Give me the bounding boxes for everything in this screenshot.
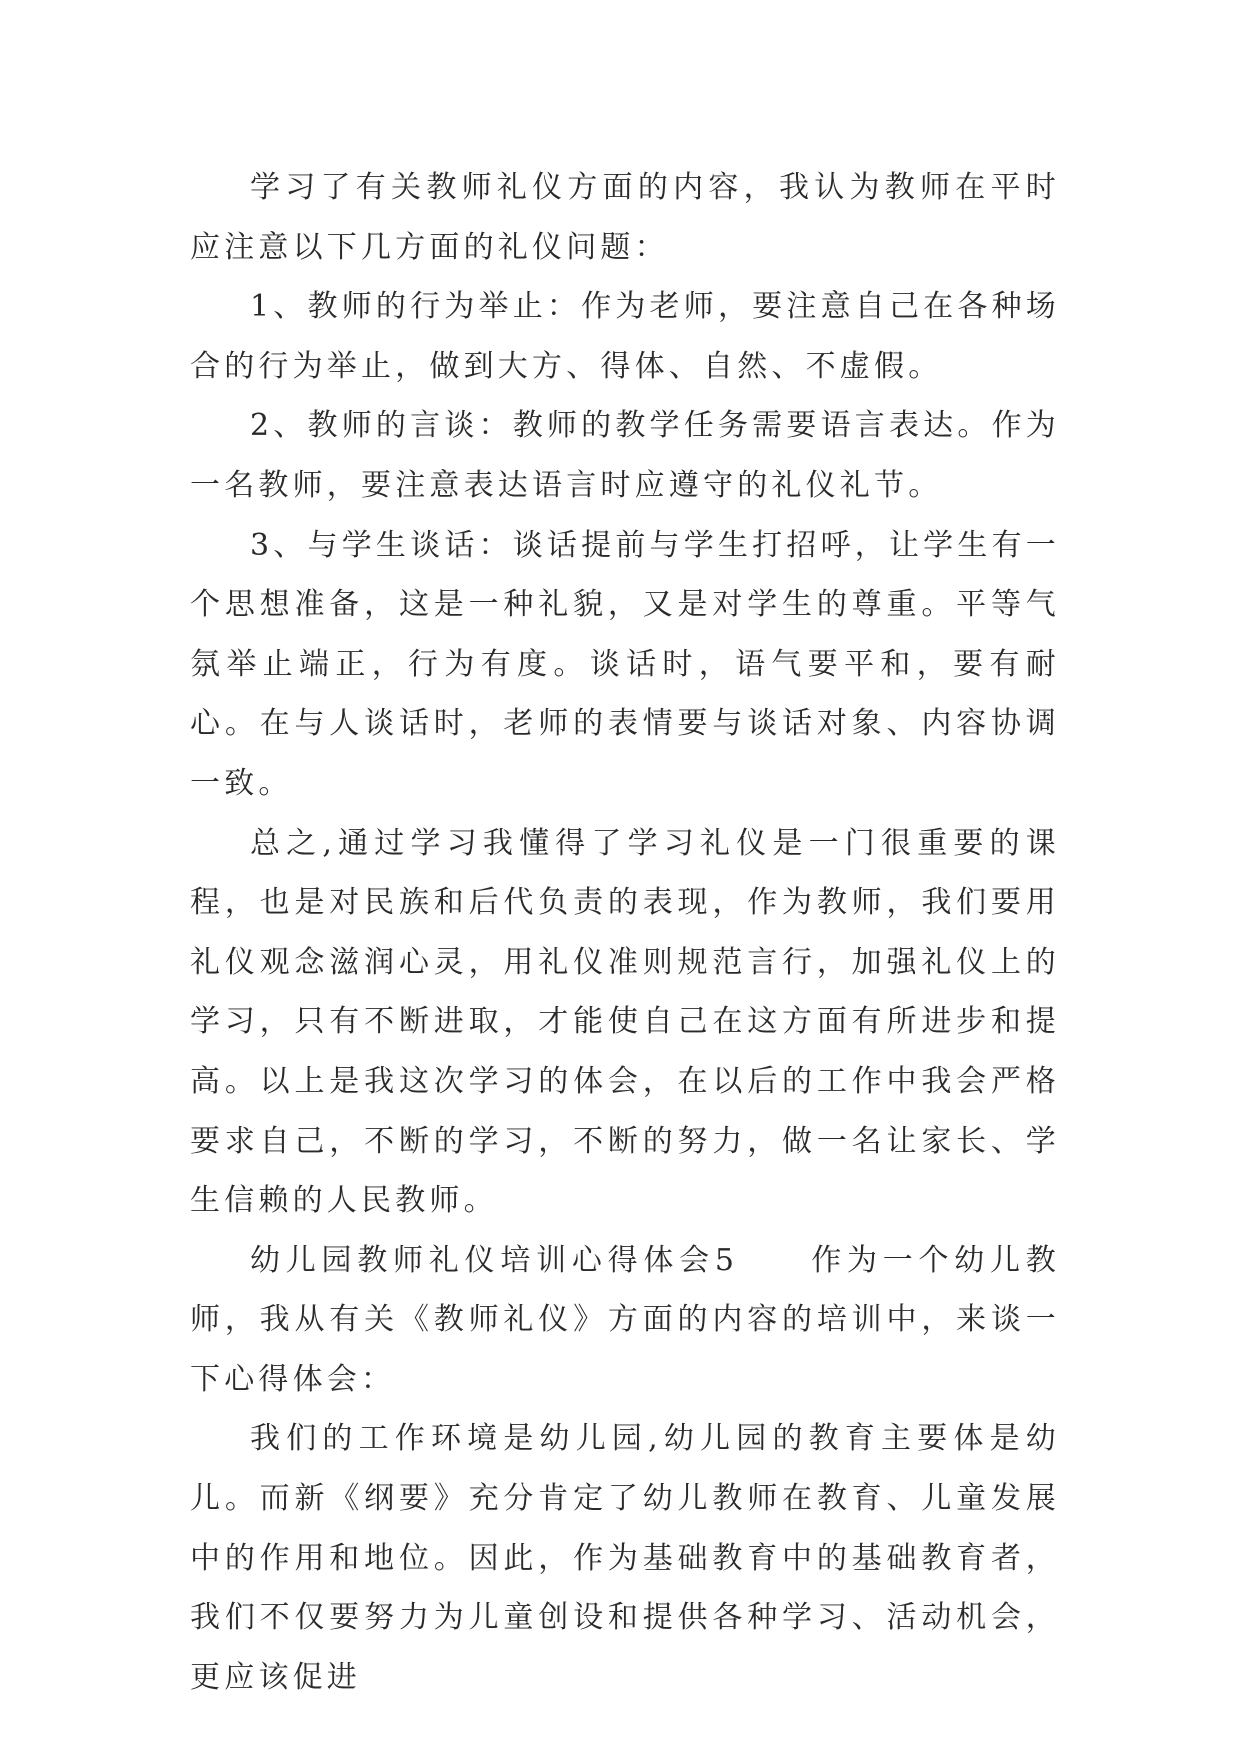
paragraph-point-3: 3、与学生谈话：谈话提前与学生打招呼，让学生有一个思想准备，这是一种礼貌，又是对学生的尊重。平等气氛举止端正，行为有度。谈话时，语气要平和，要有耐心。在与人谈话时，老师的表情要与谈话对象、内容协调一致。 bbox=[190, 527, 1060, 801]
paragraph-intro: 学习了有关教师礼仪方面的内容，我认为教师在平时应注意以下几方面的礼仪问题： bbox=[190, 170, 1060, 265]
document-body bbox=[190, 158, 1060, 1707]
paragraph-conclusion: 总之,通过学习我懂得了学习礼仪是一门很重要的课程，也是对民族和后代负责的表现，作为教师，我们要用礼仪观念滋润心灵，用礼仪准则规范言行，加强礼仪上的学习，只有不断进取，才能使自己在这方面有所进步和提高。以上是我这次学习的体会，在以后的工作中我会严格要求自己，不断的学习，不断的努力，做一名让家长、学生信赖的人民教师。 bbox=[190, 825, 1060, 1219]
paragraph-section-5-heading: 幼儿园教师礼仪培训心得体会5 作为一个幼儿教师，我从有关《教师礼仪》方面的内容的培训中，来谈一下心得体会： bbox=[190, 1242, 1060, 1397]
paragraph-point-2: 2、教师的言谈：教师的教学任务需要语言表达。作为一名教师，要注意表达语言时应遵守的礼仪礼节。 bbox=[190, 408, 1060, 503]
paragraph-work-environment: 我们的工作环境是幼儿园,幼儿园的教育主要体是幼儿。而新《纲要》充分肯定了幼儿教师在教育、儿童发展中的作用和地位。因此，作为基础教育中的基础教育者，我们不仅要努力为儿童创设和提供各种学习、活动机会，更应该促进 bbox=[190, 1421, 1060, 1695]
paragraph-point-1: 1、教师的行为举止：作为老师，要注意自己在各种场合的行为举止，做到大方、得体、自然、不虚假。 bbox=[190, 289, 1060, 384]
